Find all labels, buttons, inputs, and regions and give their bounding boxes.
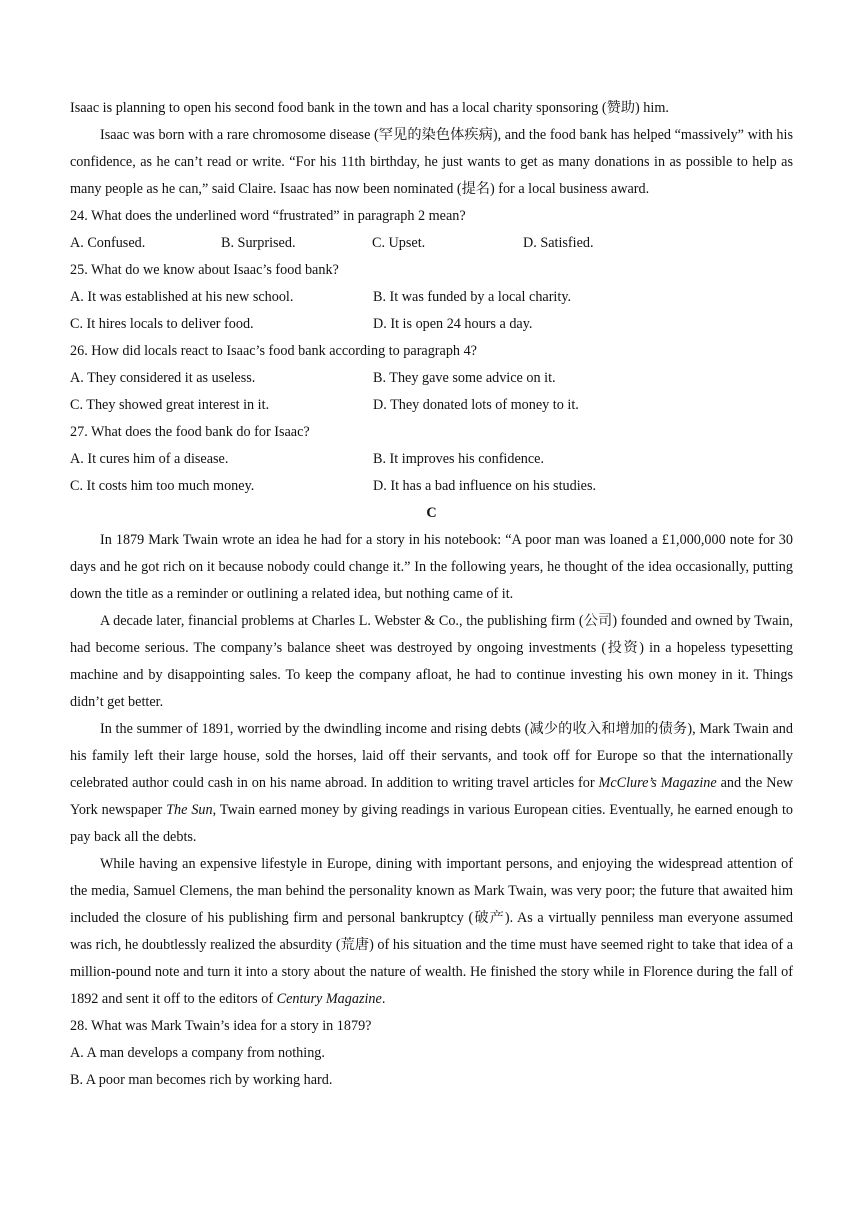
- option: B. They gave some advice on it.: [373, 370, 556, 386]
- question-options: [70, 230, 793, 257]
- text-run: While having an expensive lifestyle in Europe, dining with important persons, and enjoying the widespread attention of the media, Samuel Clemens, the man behind the personality known as Mark Twain, was very poor; the future that awaited him included the closure of his publishing firm and personal bankruptcy (破产). As a virtually penniless man everyone assumed was rich, he doubtlessly realized the absurdity (荒唐) of his situation and the time must have seemed right to take that idea of a million-pound note and turn it into a story about the nature of wealth. He finished the story while in Florence during the fall of 1892 and sent it off to the editors of: [70, 856, 793, 1007]
- option: B. It improves his confidence.: [373, 451, 544, 467]
- option: D. Satisfied.: [523, 235, 594, 251]
- option: C. It costs him too much money.: [70, 478, 255, 494]
- passage-c-paragraph: In 1879 Mark Twain wrote an idea he had for a story in his notebook: “A poor man was loaned a £1,000,000 note for 30 days and he got rich on it because nobody could change it.” In the following years, he thought of the idea occasionally, putting down the title as a reminder or outlining a related idea, but nothing came of it.: [70, 532, 793, 602]
- text-run: In the summer of 1891, worried by the dwindling income and rising debts (减少的收入和增加的债务), Mark Twain and his family left their large house, sold the horses, laid off their servants, and took off for Europe so that the internationally celebrated author could cash in on his name abroad. In addition to writing travel articles for: [70, 721, 793, 791]
- exam-page: [70, 95, 793, 1094]
- question-options: [70, 311, 793, 338]
- option: A. It cures him of a disease.: [70, 451, 229, 467]
- question-stem: 27. What does the food bank do for Isaac?: [70, 424, 310, 440]
- passage-c-paragraph: A decade later, financial problems at Charles L. Webster & Co., the publishing firm (公司) founded and owned by Twain, had become serious. The company’s balance sheet was destroyed by ongoing investments (投资) in a hopeless typesetting machine and by disappointing sales. To keep the company afloat, he had to continue investing his own money in it. Things didn’t get better.: [70, 613, 793, 710]
- question-options: [70, 446, 793, 473]
- option: A. A man develops a company from nothing.: [70, 1045, 325, 1061]
- section-title: C: [426, 505, 437, 521]
- option: A. Confused.: [70, 235, 146, 251]
- option: C. It hires locals to deliver food.: [70, 316, 254, 332]
- publication-title: The Sun: [166, 802, 213, 818]
- publication-title: McClure’s Magazine: [598, 775, 717, 791]
- question-stem: 24. What does the underlined word “frustrated” in paragraph 2 mean?: [70, 208, 466, 224]
- text-run: , Twain earned money by giving readings in various European cities. Eventually, he earned enough to pay back all the debts.: [70, 802, 794, 845]
- question-stem: 25. What do we know about Isaac’s food bank?: [70, 262, 339, 278]
- question-options: [70, 365, 793, 392]
- text-run: and the New York newspaper: [70, 775, 794, 818]
- question-stem: 26. How did locals react to Isaac’s food bank according to paragraph 4?: [70, 343, 477, 359]
- option: D. They donated lots of money to it.: [373, 397, 579, 413]
- option: A. They considered it as useless.: [70, 370, 256, 386]
- passage-c-paragraph: [70, 716, 793, 851]
- question-stem: 28. What was Mark Twain’s idea for a story in 1879?: [70, 1018, 372, 1034]
- passage-b-paragraph: Isaac was born with a rare chromosome disease (罕见的染色体疾病), and the food bank has helped “massively” with his confidence, as he can’t read or write. “For his 11th birthday, he just wants to get as many donations in as possible to help as many people as he can,” said Claire. Isaac has now been nominated (提名) for a local business award.: [70, 127, 793, 197]
- option: C. Upset.: [372, 235, 426, 251]
- passage-c-paragraph: [70, 851, 793, 1013]
- question-options: [70, 473, 793, 500]
- option: A. It was established at his new school.: [70, 289, 294, 305]
- passage-b-paragraph: Isaac is planning to open his second food bank in the town and has a local charity sponsoring (赞助) him.: [70, 100, 669, 116]
- question-options: [70, 392, 793, 419]
- option: B. It was funded by a local charity.: [373, 289, 572, 305]
- option: B. A poor man becomes rich by working hard.: [70, 1072, 333, 1088]
- option: B. Surprised.: [221, 235, 296, 251]
- publication-title: Century Magazine: [276, 991, 382, 1007]
- option: D. It is open 24 hours a day.: [373, 316, 533, 332]
- option: C. They showed great interest in it.: [70, 397, 270, 413]
- question-options: [70, 284, 793, 311]
- text-run: .: [381, 991, 386, 1007]
- option: D. It has a bad influence on his studies.: [373, 478, 597, 494]
